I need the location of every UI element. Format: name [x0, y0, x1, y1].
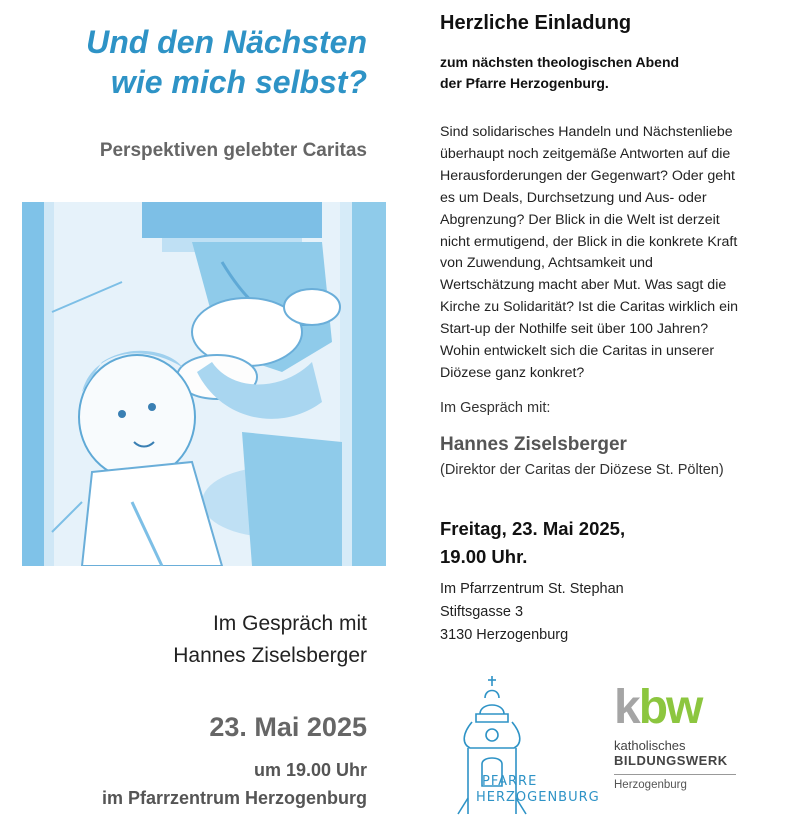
pfarre-herzogenburg-logo — [452, 674, 600, 819]
address-line: 3130 Herzogenburg — [440, 627, 569, 643]
talk-label: Im Gespräch mit: — [440, 400, 551, 416]
kbw-line-1: katholisches — [614, 738, 686, 753]
kbw-logo — [614, 681, 754, 809]
artwork-drawing — [22, 202, 386, 566]
title-line-1: Und den Nächsten — [86, 24, 367, 60]
left-time: um 19.00 Uhr — [253, 760, 367, 780]
left-talk-block — [7, 608, 367, 672]
invitation-sub-line-2: der Pfarre Herzogenburg. — [440, 75, 609, 91]
event-date-line-1: Freitag, 23. Mai 2025, — [440, 518, 626, 539]
body-line: Diözese ganz konkret? — [440, 364, 585, 381]
event-address — [440, 578, 786, 647]
body-line: nicht ermutigend, der Blick in die konkrete Kraft — [440, 233, 738, 250]
kbw-bw: bw — [638, 681, 702, 734]
invitation-subheading — [440, 52, 786, 94]
body-line: Wertschätzung macht aber Mut. Was sagt die — [440, 277, 727, 294]
pfarre-logo-line-1: PFARRE — [482, 774, 538, 789]
invitation-heading: Herzliche Einladung — [440, 12, 632, 34]
body-line: Wohin entwickelt sich die Caritas in unserer — [440, 343, 715, 360]
speaker-role: (Direktor der Caritas der Diözese St. Pölten) — [440, 462, 724, 478]
body-line: Sind solidarisches Handeln und Nächstenliebe — [440, 124, 733, 140]
subtitle: Perspektiven gelebter Caritas — [99, 140, 367, 161]
body-line: überhaupt noch zeitgemäße Antworten auf die — [440, 145, 731, 162]
body-line: Start-up der Nothilfe seit über 100 Jahren? — [440, 321, 709, 338]
address-line: Im Pfarrzentrum St. Stephan — [440, 581, 624, 597]
left-place: im Pfarrzentrum Herzogenburg — [101, 788, 367, 808]
event-date — [440, 515, 786, 571]
kbw-line-2: BILDUNGSWERK — [614, 753, 728, 768]
body-line: es um Deals, Durchsetzung und Aus- oder — [440, 189, 707, 206]
title-line-2: wie mich selbst? — [110, 64, 367, 100]
event-date-line-2: 19.00 Uhr. — [440, 546, 528, 567]
body-line: von Zuwendung, Achtsamkeit und — [440, 255, 653, 272]
kbw-line-3: Herzogenburg — [614, 779, 687, 791]
pfarre-logo-line-2: HERZOGENBURG — [476, 790, 600, 805]
invitation-body — [440, 122, 786, 385]
speaker-name: Hannes Ziselsberger — [440, 434, 627, 455]
caritas-artwork-image — [22, 202, 386, 566]
address-line: Stiftsgasse 3 — [440, 604, 524, 620]
left-talk-line-1: Im Gespräch mit — [212, 612, 367, 635]
invitation-sub-line-1: zum nächsten theologischen Abend — [440, 54, 680, 70]
body-line: Kirche zu Solidarität? Ist die Caritas wirklich ein — [440, 299, 739, 316]
kbw-wordmark — [614, 681, 754, 734]
page-title — [7, 22, 367, 102]
body-line: Abgrenzung? Der Blick in die Welt ist derzeit — [440, 211, 720, 228]
body-line: Herausforderungen der Gegenwart? Oder geht — [440, 167, 735, 184]
left-talk-line-2: Hannes Ziselsberger — [173, 644, 367, 667]
kbw-k: k — [614, 681, 639, 734]
left-date: 23. Mai 2025 — [209, 712, 367, 742]
kbw-divider — [614, 774, 736, 775]
